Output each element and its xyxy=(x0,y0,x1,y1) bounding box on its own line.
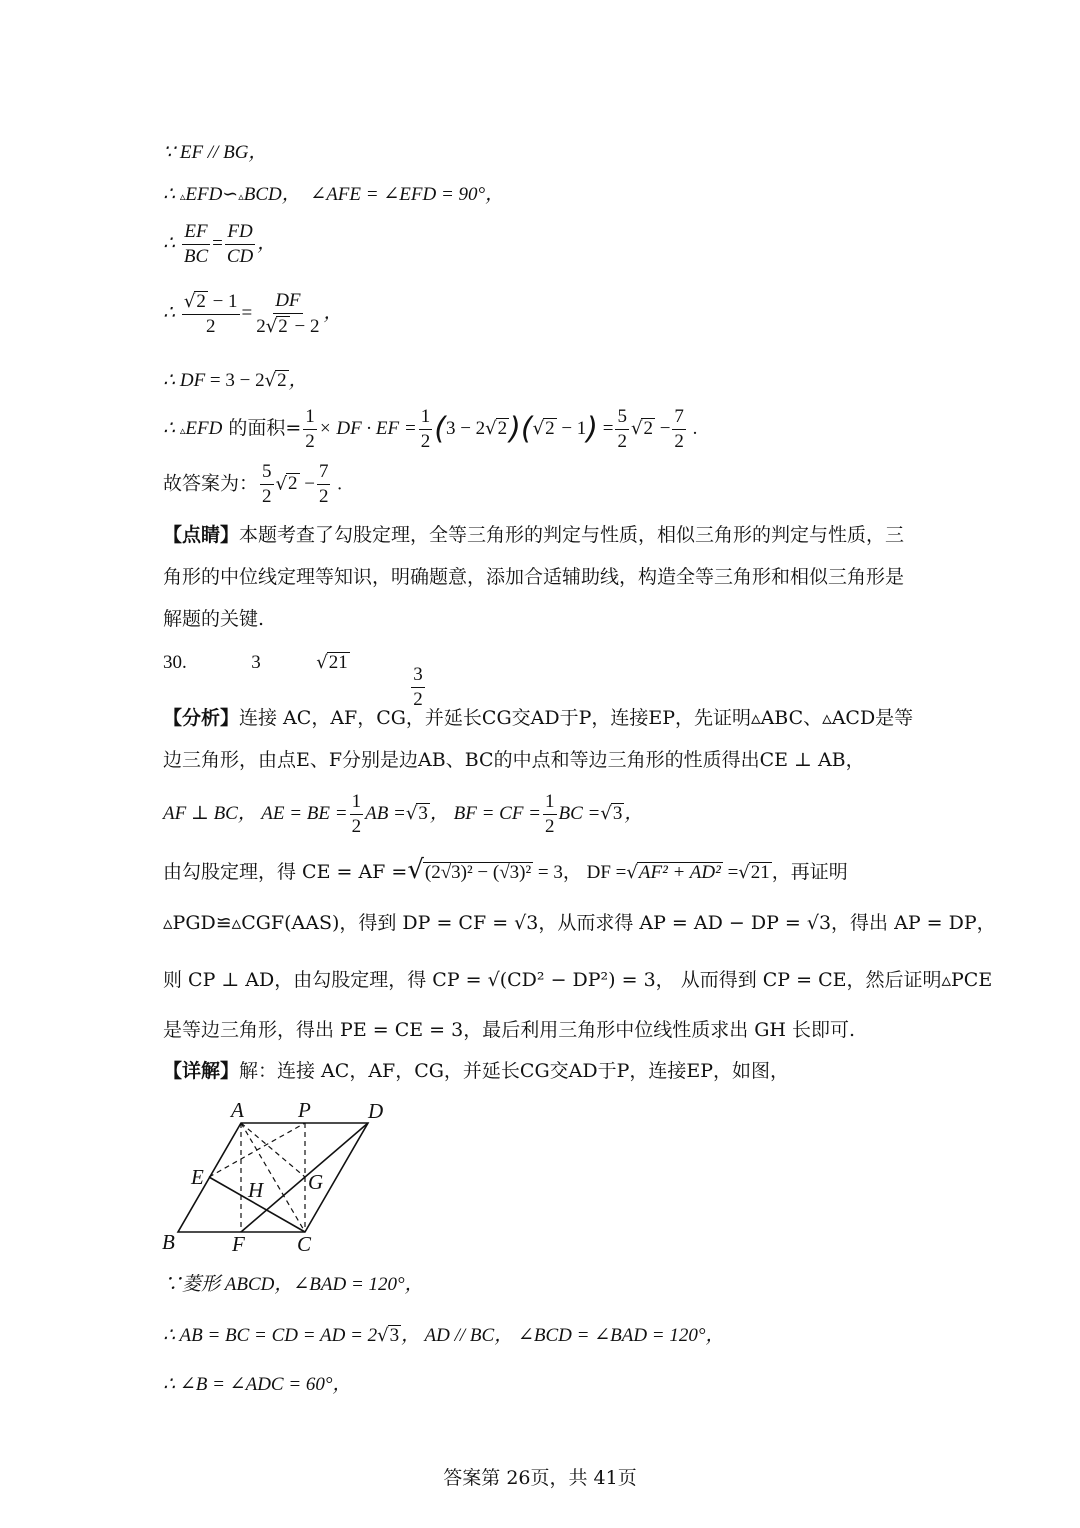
sqrt-icon: √ xyxy=(532,417,545,439)
rhombus-figure xyxy=(150,1095,410,1260)
equals-sign: = xyxy=(722,862,739,883)
fraction-5-2: $\frac{5}{2}$ xyxy=(617,406,627,452)
sqrt-icon: √ xyxy=(407,855,424,885)
radicand: 3 xyxy=(612,802,623,824)
fraction-7-2: $\frac{7}{2}$ xyxy=(318,461,329,507)
radicand: 3 xyxy=(418,802,428,824)
factor-text-2: − 1 xyxy=(556,417,587,439)
fraction-7-2: $\frac{7}{2}$ xyxy=(674,406,684,452)
paren-open: ( xyxy=(520,411,533,447)
line-ratio-2 xyxy=(163,291,342,337)
therefore-symbol: ∴ xyxy=(163,184,180,205)
minus-sign: − xyxy=(654,417,671,439)
line-angles: ∴ ∠B = ∠ADC = 60°， xyxy=(163,1374,352,1395)
angle-equation: ∠AFE = ∠EFD = 90°， xyxy=(310,184,505,205)
label-p: P xyxy=(298,1098,311,1122)
comma: ， xyxy=(323,302,343,324)
fenxi-formula-d: BC = xyxy=(558,802,601,824)
fenxi-formula-c: ， BF = CF = xyxy=(429,802,542,824)
line-df-value xyxy=(163,370,308,390)
dianjing-label: 【点睛】 xyxy=(163,524,240,546)
dianjing-paragraph xyxy=(163,514,919,640)
fraction-sqrt2-minus1-over-2: $\frac{√2 - 1}{2}$ xyxy=(183,291,238,337)
label-h: H xyxy=(248,1178,264,1202)
paren-close: ) xyxy=(586,411,598,447)
df-value: = 3 − 2 xyxy=(205,370,265,391)
answer-2: 21 xyxy=(328,652,348,673)
fraction-half-1: $\frac{1}{2}$ xyxy=(305,406,315,452)
answer-1: 3 xyxy=(251,652,261,673)
question-number: 30. xyxy=(163,652,187,673)
line-answer xyxy=(163,462,342,507)
sides-equal-text: ∴ AB = BC = CD = AD = 2 xyxy=(163,1325,378,1346)
comma: ， xyxy=(624,802,644,824)
line-ef-parallel-bg: ∵ EF // BG， xyxy=(163,142,268,163)
fraction-fd-cd: $\frac{FD}{CD}$ xyxy=(226,221,254,267)
period: . xyxy=(332,473,342,495)
therefore-symbol: ∴ xyxy=(163,370,180,391)
line-rhombus: ∵菱形 ABCD，∠BAD = 120°， xyxy=(163,1274,424,1295)
label-b: B xyxy=(162,1230,175,1254)
radicand: 2 xyxy=(288,473,298,495)
comma: ， xyxy=(288,370,308,391)
fenxi-line-7: 是等边三角形，得出 PE = CE = 3，最后利用三角形中位线性质求出 GH 长即可. xyxy=(163,1019,856,1041)
segment-ep xyxy=(209,1123,305,1177)
fenxi-formula-b: AB = xyxy=(365,802,406,824)
dianjing-text: 本题考查了勾股定理，全等三角形的判定与性质，相似三角形的判定与性质，三角形的中位线定理等知识，明确题意，添加合适辅助线，构造全等三角形和相似三角形是解题的关键. xyxy=(163,524,905,630)
triangle-icon: ▵ xyxy=(179,191,186,203)
equals-sign: = xyxy=(212,232,223,254)
therefore-symbol: ∴ xyxy=(163,302,176,324)
fraction-half-2: $\frac{1}{2}$ xyxy=(420,406,431,452)
sqrt-icon: √ xyxy=(377,1325,389,1346)
fenxi-text-1: 连接 AC，AF，CG，并延长CG交AD于P，连接EP，先证明▵ABC、▵ACD是等边三角形，由点E、F分别是边AB、BC的中点和等边三角形的性质得出CE ⊥ AB， xyxy=(163,707,914,771)
paren-open: ( xyxy=(434,411,446,447)
fraction-5-2: $\frac{5}{2}$ xyxy=(262,461,272,507)
radicand-expression: (2√3)² − (√3)² xyxy=(424,862,532,883)
fenxi-line-5: ▵PGD≌▵CGF(AAS)，得到 DP = CF = √3，从而求得 AP = AD − DP = √3，得出 AP = DP， xyxy=(163,912,996,934)
comma: ， xyxy=(257,232,277,254)
radicand: 2 xyxy=(643,417,653,439)
sqrt-icon: √ xyxy=(316,652,328,673)
product-text: × DF · EF = xyxy=(318,417,417,439)
xiangjie-label: 【详解】 xyxy=(163,1060,240,1082)
therefore-symbol: ∴ xyxy=(163,417,180,439)
sqrt-icon: √ xyxy=(600,802,612,824)
paren-close: ) xyxy=(509,411,521,447)
radicand: 2 xyxy=(545,417,555,439)
similar-text-2: BCD， xyxy=(243,184,301,205)
label-e: E xyxy=(191,1165,204,1189)
sqrt-icon: √ xyxy=(630,417,643,439)
radicand-expression-2: AF² + AD² xyxy=(638,862,721,883)
period: . xyxy=(687,417,698,439)
fenxi-paragraph xyxy=(163,697,919,781)
triangle-icon: ▵ xyxy=(179,424,186,437)
answer-3-fraction: $\frac{3}{2}$ xyxy=(413,664,423,710)
efd-label: EFD xyxy=(185,417,223,439)
radicand: 2 xyxy=(277,370,287,391)
radicand: 2 xyxy=(497,417,508,439)
label-c: C xyxy=(297,1232,312,1256)
radicand: 3 xyxy=(389,1325,400,1346)
line-similar-triangles xyxy=(163,185,504,204)
fenxi-line-4 xyxy=(163,857,848,883)
label-d: D xyxy=(368,1099,384,1123)
sqrt-icon: √ xyxy=(405,802,418,824)
fraction-df-over-2sqrt2-minus2: $\frac{DF}{2√2 - 2}$ xyxy=(256,290,320,337)
xiangjie-line xyxy=(163,1062,789,1081)
equals-sign: = xyxy=(241,302,253,324)
label-f: F xyxy=(232,1232,245,1256)
sqrt-icon: √ xyxy=(485,417,497,439)
similar-text-1: EFD∽ xyxy=(185,184,239,205)
sqrt-icon: √ xyxy=(626,862,638,883)
sqrt-icon: √ xyxy=(275,473,287,495)
sqrt-icon: √ xyxy=(264,370,277,391)
df-label: DF xyxy=(179,370,206,391)
label-g: G xyxy=(308,1170,324,1194)
fenxi-reprove-text: ，再证明 xyxy=(771,861,848,883)
fraction-half: $\frac{1}{2}$ xyxy=(351,791,362,837)
fenxi-df-text: = 3， DF = xyxy=(533,862,627,883)
triangle-icon: ▵ xyxy=(238,191,244,203)
therefore-symbol: ∴ xyxy=(163,232,176,254)
label-a: A xyxy=(231,1098,244,1122)
segment-ag xyxy=(241,1123,305,1177)
radicand: 21 xyxy=(750,862,770,883)
fraction-ef-bc: $\frac{EF}{BC}$ xyxy=(183,221,209,267)
sqrt-icon: √ xyxy=(738,862,750,883)
fenxi-label: 【分析】 xyxy=(163,707,240,729)
fenxi-pythag-text: 由勾股定理，得 CE = AF = xyxy=(163,861,408,883)
line-area xyxy=(163,407,697,452)
fenxi-line-3 xyxy=(163,792,643,837)
answer-label: 故答案为： xyxy=(163,472,259,495)
area-text: 的面积= xyxy=(222,416,302,439)
xiangjie-text: 解：连接 AC，AF，CG，并延长CG交AD于P，连接EP，如图， xyxy=(239,1060,790,1082)
equals-sign: = xyxy=(598,417,614,439)
fenxi-formula-a: AF ⊥ BC， AE = BE = xyxy=(163,802,348,824)
fraction-half: $\frac{1}{2}$ xyxy=(545,791,555,837)
fenxi-line-6: 则 CP ⊥ AD，由勾股定理，得 CP = √(CD² − DP²) = 3， 从而得到 CP = CE，然后证明▵PCE xyxy=(163,969,993,991)
line-side-lengths xyxy=(163,1325,724,1345)
line-ratio-1 xyxy=(163,222,276,267)
page-footer: 答案第 26页，共 41页 xyxy=(443,1467,637,1489)
factor-text: 3 − 2 xyxy=(445,417,486,439)
minus-sign: − xyxy=(299,473,315,495)
parallel-angle-text: ， AD // BC， ∠BCD = ∠BAD = 120°， xyxy=(401,1325,725,1346)
